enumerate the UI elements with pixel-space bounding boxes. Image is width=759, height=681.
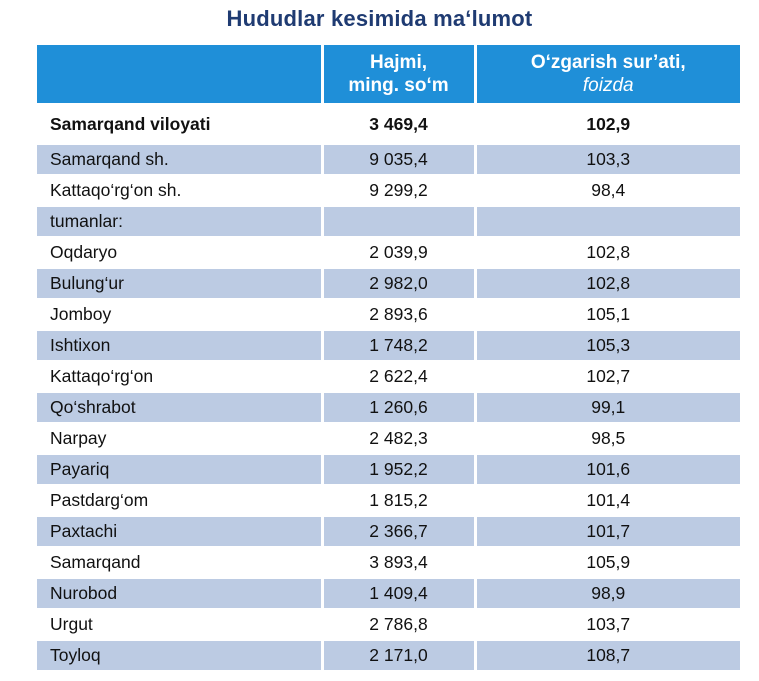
cell-change: 101,6 — [475, 454, 740, 485]
cell-change: 99,1 — [475, 392, 740, 423]
cell-change: 103,3 — [475, 144, 740, 175]
table-row-total — [37, 104, 740, 144]
header-volume-line2: ming. so‘m — [348, 75, 449, 96]
cell-change: 101,4 — [475, 485, 740, 516]
table-row — [37, 206, 740, 237]
cell-volume: 1 815,2 — [322, 485, 475, 516]
cell-volume: 2 366,7 — [322, 516, 475, 547]
table-row — [37, 361, 740, 392]
table-row — [37, 268, 740, 299]
cell-region: Oqdaryo — [37, 237, 322, 268]
cell-region: Bulung‘ur — [37, 268, 322, 299]
cell-change: 103,7 — [475, 609, 740, 640]
cell-change: 102,9 — [475, 104, 740, 144]
cell-region: Pastdarg‘om — [37, 485, 322, 516]
cell-region: Paxtachi — [37, 516, 322, 547]
header-change-line1: O‘zgarish sur’ati, — [530, 52, 686, 73]
table-row — [37, 299, 740, 330]
page-title: Hududlar kesimida ma‘lumot — [226, 6, 533, 31]
cell-volume: 2 893,6 — [322, 299, 475, 330]
cell-volume: 2 622,4 — [322, 361, 475, 392]
cell-change: 105,3 — [475, 330, 740, 361]
table-row — [37, 547, 740, 578]
header-change-line2: foizda — [582, 75, 634, 96]
cell-change: 102,8 — [475, 237, 740, 268]
table-row — [37, 578, 740, 609]
table-row — [37, 175, 740, 206]
cell-volume: 9 035,4 — [322, 144, 475, 175]
cell-volume: 1 748,2 — [322, 330, 475, 361]
cell-volume: 2 482,3 — [322, 423, 475, 454]
cell-region: Kattaqo‘rg‘on — [37, 361, 322, 392]
header-change — [475, 45, 740, 104]
cell-volume: 2 171,0 — [322, 640, 475, 670]
table-header-row — [37, 45, 740, 104]
table-row — [37, 485, 740, 516]
cell-change: 102,8 — [475, 268, 740, 299]
cell-region: Ishtixon — [37, 330, 322, 361]
cell-volume: 9 299,2 — [322, 175, 475, 206]
header-volume-line1: Hajmi, — [369, 52, 428, 73]
cell-change: 98,4 — [475, 175, 740, 206]
header-volume — [322, 45, 475, 104]
cell-change: 101,7 — [475, 516, 740, 547]
cell-region: Jomboy — [37, 299, 322, 330]
cell-change: 105,1 — [475, 299, 740, 330]
table-row — [37, 144, 740, 175]
cell-volume: 1 952,2 — [322, 454, 475, 485]
regional-data-table — [37, 45, 740, 670]
header-region — [37, 45, 322, 104]
cell-volume: 2 039,9 — [322, 237, 475, 268]
table-row — [37, 609, 740, 640]
cell-volume — [322, 206, 475, 237]
cell-region: Qo‘shrabot — [37, 392, 322, 423]
cell-region: Nurobod — [37, 578, 322, 609]
cell-volume: 3 469,4 — [322, 104, 475, 144]
cell-region: Samarqand — [37, 547, 322, 578]
cell-region: Narpay — [37, 423, 322, 454]
cell-volume: 2 786,8 — [322, 609, 475, 640]
cell-region: tumanlar: — [37, 206, 322, 237]
cell-region: Toyloq — [37, 640, 322, 670]
table-row — [37, 454, 740, 485]
table-row — [37, 423, 740, 454]
table-row — [37, 330, 740, 361]
table-row — [37, 516, 740, 547]
cell-change — [475, 206, 740, 237]
table-row — [37, 640, 740, 670]
table-row — [37, 392, 740, 423]
cell-change: 108,7 — [475, 640, 740, 670]
cell-region: Urgut — [37, 609, 322, 640]
cell-change: 98,9 — [475, 578, 740, 609]
cell-change: 102,7 — [475, 361, 740, 392]
cell-region: Samarqand sh. — [37, 144, 322, 175]
table-row — [37, 237, 740, 268]
cell-volume: 2 982,0 — [322, 268, 475, 299]
cell-volume: 3 893,4 — [322, 547, 475, 578]
cell-change: 105,9 — [475, 547, 740, 578]
cell-region: Payariq — [37, 454, 322, 485]
cell-volume: 1 409,4 — [322, 578, 475, 609]
cell-region: Samarqand viloyati — [37, 104, 322, 144]
cell-region: Kattaqo‘rg‘on sh. — [37, 175, 322, 206]
cell-volume: 1 260,6 — [322, 392, 475, 423]
cell-change: 98,5 — [475, 423, 740, 454]
